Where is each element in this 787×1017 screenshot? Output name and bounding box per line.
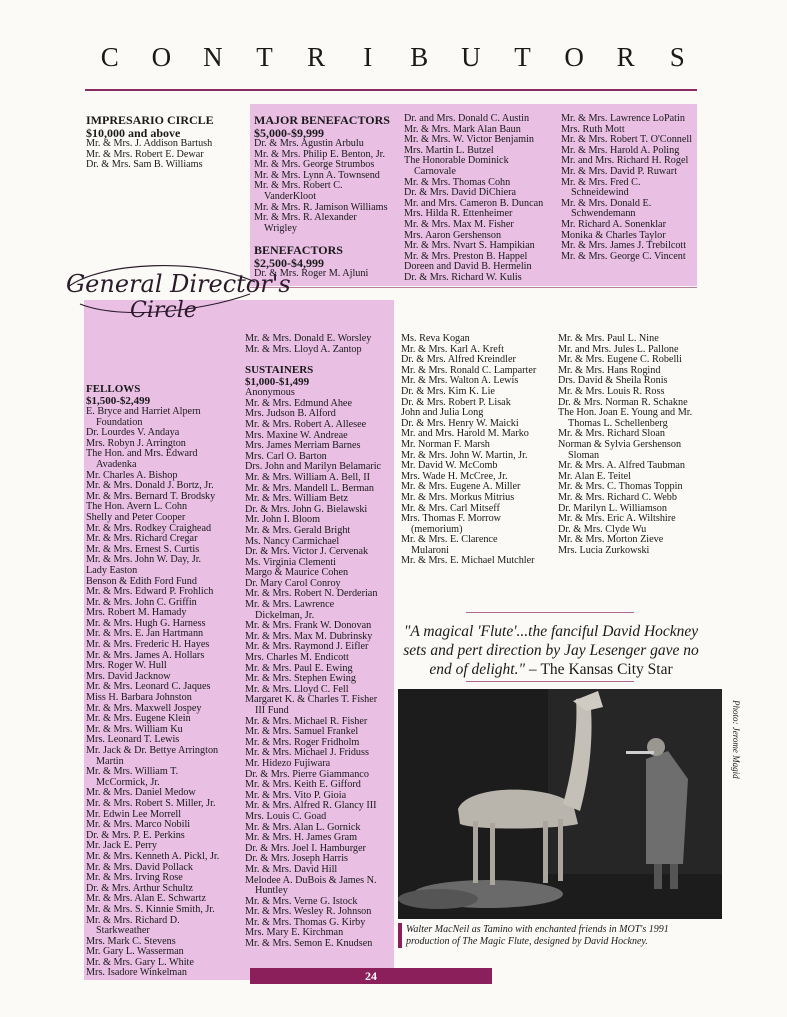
title-letter: U — [461, 42, 481, 72]
list-item: Mr. & Mrs. Hugh G. Harness — [86, 617, 206, 629]
list-item: Mr. & Mrs. David Pollack — [86, 861, 193, 873]
list-item: Dr. & Mrs. Agustin Arbulu — [254, 138, 364, 149]
list-item: Dr. & Mrs. Clyde Wu — [558, 523, 647, 535]
quote-rule-top — [466, 612, 634, 613]
list-item: Mularoni — [411, 544, 449, 556]
list-item: Mr. & Mrs. J. Addison Bartush — [86, 138, 213, 149]
list-item: Mr. and Mrs. Cameron B. Duncan — [404, 197, 544, 209]
list-item: Dr. & Mrs. P. E. Perkins — [86, 829, 185, 841]
list-item: Mr. & Mrs. Frank W. Donovan — [245, 620, 372, 632]
list-item: Mr. & Mrs. Karl A. Kreft — [401, 343, 504, 355]
list-item: Mr. & Mrs. Eric A. Wiltshire — [558, 513, 676, 525]
list-item: Mr. & Mrs. Edmund Ahee — [245, 397, 352, 409]
list-item: Mr. & Mrs. Max M. Fisher — [404, 218, 514, 230]
list-item: Dr. & Mrs. Henry W. Maicki — [401, 417, 519, 429]
list-item: Mr. & Mrs. Robert C. — [254, 180, 343, 192]
quote-dash: – — [528, 661, 537, 678]
fellows-section — [86, 384, 246, 979]
list-item: Mr. & Mrs. Marco Nobili — [86, 819, 191, 831]
list-item: Mr. & Mrs. Eugene C. Robelli — [558, 354, 682, 366]
list-item: Mr. & Mrs. Carl Mitseff — [401, 502, 500, 514]
list-item: Mr. & Mrs. Morton Zieve — [558, 534, 664, 546]
list-item: Mr. & Mrs. Alan L. Gornick — [245, 821, 361, 833]
list-item: Mr. & Mrs. Verne G. Istock — [245, 895, 358, 907]
list-item: Dr. & Mrs. Victor J. Cervenak — [245, 546, 369, 558]
list-item: Dr. and Mrs. Donald C. Austin — [404, 113, 530, 124]
caption-bar — [398, 923, 402, 948]
list-item: Mrs. Leonard T. Lewis — [86, 734, 180, 746]
list-item: Benson & Edith Ford Fund — [86, 575, 197, 587]
list-item: Dr. & Mrs. Pierre Giammanco — [245, 768, 369, 780]
list-item: Mr. & Mrs. W. Victor Benjamin — [404, 134, 534, 146]
sustainers-section — [245, 334, 395, 950]
list-item: Mr. & Mrs. Louis R. Ross — [558, 385, 665, 397]
list-item: Mr. & Mrs. James A. Hollars — [86, 649, 205, 661]
list-item: Anonymous — [245, 387, 295, 399]
list-item: Sloman — [568, 449, 600, 461]
list-item: Mr. & Mrs. E. Michael Mutchler — [401, 555, 535, 567]
list-item: Ms. Virginia Clementi — [245, 556, 336, 568]
title-letter: C — [100, 42, 119, 72]
list-item: Dr. Lourdes V. Andaya — [86, 427, 180, 439]
list-item: Mr. Alan E. Teitel — [558, 470, 631, 482]
list-item: McCormick, Jr. — [96, 776, 160, 788]
title-letter: O — [151, 42, 172, 72]
list-item: Miss H. Barbara Johnston — [86, 692, 192, 704]
list-item: Mr. & Mrs. Alan E. Schwartz — [86, 893, 206, 905]
fellows-heading: FELLOWS — [86, 383, 141, 395]
list-item: Mr. and Mrs. Richard H. Rogel — [561, 155, 689, 167]
list-item: Mr. & Mrs. Walton A. Lewis — [401, 375, 519, 387]
list-item: The Hon. Avern L. Cohn — [86, 501, 188, 513]
list-item: Mr. & Mrs. Michael J. Friduss — [245, 747, 369, 759]
list-item: Drs. David & Sheila Ronis — [558, 375, 668, 387]
list-item: Mr. & Mrs. H. James Gram — [245, 832, 358, 844]
list-item: Mr. & Mrs. Donald J. Bortz, Jr. — [86, 480, 214, 492]
list-item: Mrs. Maxine W. Andreae — [245, 429, 348, 441]
top-rule — [85, 89, 697, 91]
svg-text:Circle: Circle — [130, 298, 197, 323]
list-item: VanderKloot — [264, 190, 317, 202]
list-item: Dr. & Mrs. Joseph Harris — [245, 853, 348, 865]
list-item: Monika & Charles Taylor — [561, 229, 666, 241]
list-item: Mr. & Mrs. Daniel Medow — [86, 787, 196, 799]
list-item: Mr. & Mrs. Richard Cregar — [86, 533, 198, 545]
list-item: Mr. & Mrs. Robert N. Derderian — [245, 588, 378, 600]
list-item: Mr. & Mrs. Rodkey Craighead — [86, 522, 212, 534]
list-item: Dr. & Mrs. Robert P. Lisak — [401, 396, 511, 408]
list-item: Mr. & Mrs. S. Kinnie Smith, Jr. — [86, 903, 215, 915]
list-item: Schneidewind — [571, 187, 629, 199]
list-item: Mr. & Mrs. James J. Trebilcott — [561, 240, 687, 252]
benefactors-range: $2,500-$4,999 — [254, 255, 324, 270]
photo-caption: Walter MacNeil as Tamino with enchanted friends in MOT's 1991 production of The Magic Flute, designed by David Hockney. — [406, 924, 669, 947]
list-item: Margaret K. & Charles T. Fisher — [245, 694, 378, 706]
title-letter: O — [564, 42, 584, 72]
list-item: Mr. & Mrs. Gary L. White — [86, 956, 194, 968]
list-item: Mrs. Roger W. Hull — [86, 660, 167, 672]
list-item: Mr. & Mrs. George C. Vincent — [561, 250, 686, 262]
list-item: Mr. & Mrs. John W. Martin, Jr. — [401, 449, 528, 461]
page-title — [0, 42, 787, 73]
list-item: Doreen and David B. Hermelin — [404, 261, 532, 273]
list-item: Mr. & Mrs. William T. — [86, 766, 179, 778]
list-item: Mrs. Isadore Winkelman — [86, 967, 187, 979]
list-item: Mr. & Mrs. Thomas Cohn — [404, 176, 511, 188]
list-item: Mrs. Martin L. Butzel — [404, 144, 494, 156]
impresario-heading: IMPRESARIO CIRCLE — [86, 113, 214, 127]
name-list — [254, 139, 414, 234]
list-item: Mr. and Mrs. Jules L. Pallone — [558, 343, 679, 355]
list-item: Mr. and Mrs. Harold M. Marko — [401, 428, 529, 440]
list-item: Mr. & Mrs. Edward P. Frohlich — [86, 586, 214, 598]
impresario-range: $10,000 and above — [86, 125, 181, 140]
list-item: Mr. & Mrs. Hans Rogind — [558, 364, 661, 376]
list-item: Drs. John and Marilyn Belamaric — [245, 461, 382, 473]
list-item: Margo & Maurice Cohen — [245, 567, 349, 579]
list-item: Mr. Charles A. Bishop — [86, 469, 178, 481]
list-item: Dr. & Mrs. Richard W. Kulis — [404, 271, 522, 283]
list-item: III Fund — [255, 705, 289, 716]
list-item: Mr. & Mrs. Samuel Frankel — [245, 726, 359, 738]
list-item: Mr. & Mrs. Richard D. — [86, 914, 180, 926]
list-item: Mr. & Mrs. C. Thomas Toppin — [558, 481, 683, 493]
list-item: Mr. & Mrs. John C. Griffin — [86, 596, 197, 608]
major-benefactors-heading: MAJOR BENEFACTORS — [254, 113, 390, 127]
list-item: Mrs. James Merriam Barnes — [245, 440, 361, 452]
list-item: Mr. & Mrs. William Ku — [86, 723, 183, 735]
list-item: Mr. & Mrs. Robert E. Dewar — [86, 148, 204, 160]
list-item: Mr. & Mrs. R. Jamison Williams — [254, 201, 388, 213]
list-item: Mr. & Mrs. George Strumbos — [254, 159, 375, 171]
list-item: Dr. & Mrs. David DiChiera — [404, 187, 517, 199]
list-item: Ms. Reva Kogan — [401, 333, 470, 344]
title-letter: T — [514, 42, 531, 72]
name-list — [245, 388, 395, 949]
list-item: Mrs. Mary E. Kirchman — [245, 927, 344, 939]
benefactors-heading: BENEFACTORS — [254, 243, 343, 258]
sustainers-heading: SUSTAINERS — [245, 364, 314, 377]
sustainers-range: $1,000-$1,499 — [245, 375, 310, 388]
list-item: Mrs. Wade H. McCree, Jr. — [401, 470, 508, 482]
list-item: Mr. & Mrs. Raymond J. Eifler — [245, 641, 369, 653]
list-item: Mrs. Judson B. Alford — [245, 408, 336, 420]
list-item: Shelly and Peter Cooper — [86, 511, 186, 523]
title-letter: B — [410, 42, 429, 72]
list-item: Mr. & Mrs. Robert T. O'Connell — [561, 134, 693, 146]
list-item: The Hon. and Mrs. Edward — [86, 448, 198, 460]
quote-source: The Kansas City Star — [540, 661, 673, 678]
list-item: (memorium) — [411, 523, 463, 535]
list-item: Mrs. Lucia Zurkowski — [558, 544, 650, 556]
list-item: Mr. & Mrs. E. Clarence — [401, 534, 498, 546]
list-item: E. Bryce and Harriet Alpern — [86, 406, 201, 417]
list-item: John and Julia Long — [401, 407, 484, 419]
list-item: Mr. Gary L. Wasserman — [86, 946, 184, 958]
list-item: Mr. John I. Bloom — [245, 514, 320, 526]
title-letter: S — [669, 42, 685, 72]
list-item: Starkweather — [96, 925, 150, 937]
list-item: Mr. Hidezo Fujiwara — [245, 757, 331, 769]
list-item: The Hon. Joan E. Young and Mr. — [558, 407, 693, 419]
list-item: Wrigley — [264, 222, 297, 234]
list-item: Mr. & Mrs. Maxwell Jospey — [86, 702, 202, 714]
list-item: Dr. Marilyn L. Williamson — [558, 502, 667, 514]
list-item: Avadenka — [96, 458, 137, 470]
list-item: Mr. & Mrs. Donald E. — [561, 197, 652, 209]
list-item: Mr. & Mrs. Lawrence — [245, 599, 335, 611]
title-letter: I — [363, 42, 373, 72]
list-item: Mr. & Mrs. Philip E. Benton, Jr. — [254, 148, 386, 160]
list-item: Mrs. Aaron Gershenson — [404, 229, 502, 241]
name-list — [245, 334, 395, 355]
list-item: Carnovale — [414, 165, 456, 177]
list-item: Mr. & Mrs. Thomas G. Kirby — [245, 916, 366, 928]
list-item: Melodee A. DuBois & James N. — [245, 874, 377, 886]
list-item: Mrs. David Jacknow — [86, 670, 171, 682]
svg-text:General Director's: General Director's — [66, 270, 291, 298]
list-item: Mr. David W. McComb — [401, 460, 498, 472]
list-item: Lady Easton — [86, 564, 138, 576]
list-item: Mrs. Hilda R. Ettenheimer — [404, 208, 513, 220]
list-item: Mr. & Mrs. Paul E. Ewing — [245, 662, 353, 674]
list-item: Mr. & Mrs. William A. Bell, II — [245, 471, 371, 483]
list-item: Norman & Sylvia Gershenson — [558, 438, 682, 450]
list-item: Mr. & Mrs. Richard C. Webb — [558, 491, 677, 503]
list-item: Dr. & Mrs. Sam B. Williams — [86, 159, 203, 171]
list-item: Mr. & Mrs. Lawrence LoPatin — [561, 113, 685, 124]
quote-rule-bottom — [466, 681, 634, 682]
impresario-circle-section — [86, 114, 246, 171]
list-item: Dr. & Mrs. John G. Bielawski — [245, 503, 368, 515]
list-item: Mr. & Mrs. Max M. Dubrinsky — [245, 630, 373, 642]
list-item: Dr. & Mrs. Roger M. Ajluni — [254, 268, 369, 280]
list-item: Mr. & Mrs. Lloyd C. Fell — [245, 683, 349, 695]
list-item: Mrs. Charles M. Endicott — [245, 652, 349, 664]
fellows-range: $1,500-$2,499 — [86, 394, 151, 407]
list-item: Dr. & Mrs. Joel I. Hamburger — [245, 842, 366, 854]
list-item: Mrs. Robyn J. Arrington — [86, 437, 186, 449]
list-item: Mr. Jack E. Perry — [86, 840, 158, 852]
list-item: Mr. & Mrs. Irving Rose — [86, 872, 183, 884]
title-letter: T — [256, 42, 273, 72]
list-item: Mrs. Carl O. Barton — [245, 450, 327, 462]
list-item: The Honorable Dominick — [404, 155, 509, 167]
list-item: Mr. & Mrs. Roger Fridholm — [245, 736, 360, 748]
section-divider — [250, 287, 697, 288]
lower-column-3 — [401, 334, 551, 567]
name-list — [86, 139, 246, 171]
title-letter: R — [307, 42, 326, 72]
list-item: Foundation — [96, 416, 143, 428]
list-item: Mr. & Mrs. Paul L. Nine — [558, 333, 659, 344]
list-item: Mr. & Mrs. David Hill — [245, 863, 338, 875]
list-item: Mr. & Mrs. Robert S. Miller, Jr. — [86, 797, 216, 809]
list-item: Schwendemann — [571, 208, 636, 220]
list-item: Mr. & Mrs. Vito P. Gioia — [245, 789, 347, 801]
list-item: Mr. & Mrs. E. Jan Hartmann — [86, 628, 204, 640]
list-item: Mr. & Mrs. Richard Sloan — [558, 428, 665, 440]
list-item: Mr. & Mrs. Mark Alan Baun — [404, 123, 521, 135]
list-item: Dickelman, Jr. — [255, 609, 315, 621]
list-item: Dr. & Mrs. Alfred Kreindler — [401, 354, 516, 366]
list-item: Mr. & Mrs. William Betz — [245, 493, 348, 505]
list-item: Mr. Richard A. Sonenklar — [561, 218, 666, 230]
list-item: Mr. & Mrs. A. Alfred Taubman — [558, 460, 685, 472]
title-letter: N — [203, 42, 223, 72]
list-item: Mr. Jack & Dr. Bettye Arrington — [86, 745, 219, 756]
list-item: Mr. & Mrs. Alfred R. Glancy III — [245, 800, 377, 812]
name-list — [86, 407, 246, 979]
major-benefactors-section — [254, 114, 414, 280]
top-column-4 — [561, 114, 701, 262]
list-item: Mr. & Mrs. Gerald Bright — [245, 524, 351, 536]
list-item: Mr. & Mrs. Robert A. Allesee — [245, 418, 367, 430]
list-item: Mr. Edwin Lee Morrell — [86, 808, 182, 820]
list-item: Dr. & Mrs. Arthur Schultz — [86, 882, 193, 894]
list-item: Mr. & Mrs. David P. Ruwart — [561, 165, 678, 177]
list-item: Mr. & Mrs. Preston B. Happel — [404, 250, 528, 262]
list-item: Mr. & Mrs. Stephen Ewing — [245, 673, 356, 685]
top-column-3 — [404, 114, 554, 284]
list-item: Mrs. Louis C. Goad — [245, 810, 327, 822]
list-item: Mr. & Mrs. Bernard T. Brodsky — [86, 490, 216, 502]
list-item: Mr. & Mrs. Nvart S. Hampikian — [404, 240, 535, 252]
list-item: Mr. & Mrs. Ronald C. Lamparter — [401, 364, 537, 376]
list-item: Mr. & Mrs. Harold A. Poling — [561, 144, 680, 156]
list-item: Dr. & Mrs. Norman R. Schakne — [558, 396, 688, 408]
list-item: Mr. & Mrs. Semon E. Knudsen — [245, 938, 373, 950]
photo-credit — [730, 700, 742, 800]
list-item: Mr. & Mrs. Mandell L. Berman — [245, 482, 375, 494]
list-item: Thomas L. Schellenberg — [568, 417, 668, 429]
list-item: Mrs. Thomas F. Morrow — [401, 513, 502, 525]
list-item: Mr. & Mrs. Lloyd A. Zantop — [245, 343, 362, 355]
list-item: Mr. & Mrs. Lynn A. Townsend — [254, 169, 380, 181]
list-item: Mr. & Mrs. Michael R. Fisher — [245, 715, 368, 727]
list-item: Mr. & Mrs. John W. Day, Jr. — [86, 554, 202, 566]
list-item: Mr. & Mrs. Keith E. Gifford — [245, 779, 361, 791]
list-item: Mr. & Mrs. Wesley R. Johnson — [245, 906, 372, 918]
list-item: Mr. Norman F. Marsh — [401, 438, 490, 450]
list-item: Mr. & Mrs. Eugene A. Miller — [401, 481, 521, 493]
production-photo — [398, 689, 722, 919]
list-item: Mrs. Robert M. Hamady — [86, 607, 187, 619]
press-quote — [400, 622, 702, 679]
list-item: Mrs. Ruth Mott — [561, 123, 625, 135]
list-item: Mr. & Mrs. Donald E. Worsley — [245, 333, 372, 344]
list-item: Mr. & Mrs. Leonard C. Jaques — [86, 681, 211, 693]
page-number: 24 — [250, 968, 492, 984]
name-list — [254, 269, 414, 280]
list-item: Ms. Nancy Carmichael — [245, 535, 340, 547]
list-item: Mr. & Mrs. Ernest S. Curtis — [86, 543, 200, 555]
list-item: Mr. & Mrs. Morkus Mitrius — [401, 491, 515, 503]
lower-column-4 — [558, 334, 700, 556]
list-item: Dr. Mary Carol Conroy — [245, 577, 341, 589]
photo-credit-text: Photo: Jerome Magid — [731, 700, 741, 779]
title-letter: R — [616, 42, 635, 72]
list-item: Dr. & Mrs. Kim K. Lie — [401, 385, 495, 397]
list-item: Mr. & Mrs. Fred C. — [561, 176, 641, 188]
list-item: Huntley — [255, 885, 288, 897]
list-item: Mrs. Mark C. Stevens — [86, 935, 176, 947]
list-item: Martin — [96, 755, 124, 767]
list-item: Mr. & Mrs. R. Alexander — [254, 212, 357, 224]
quote-text: "A magical 'Flute'...the fanciful David Hockney sets and pert direction by Jay Lesenger gave no end of delight." — [403, 623, 699, 678]
list-item: Mr. & Mrs. Kenneth A. Pickl, Jr. — [86, 850, 220, 862]
list-item: Mr. & Mrs. Eugene Klein — [86, 713, 191, 725]
list-item: Mr. & Mrs. Frederic H. Hayes — [86, 639, 210, 651]
major-benefactors-range: $5,000-$9,999 — [254, 125, 324, 140]
